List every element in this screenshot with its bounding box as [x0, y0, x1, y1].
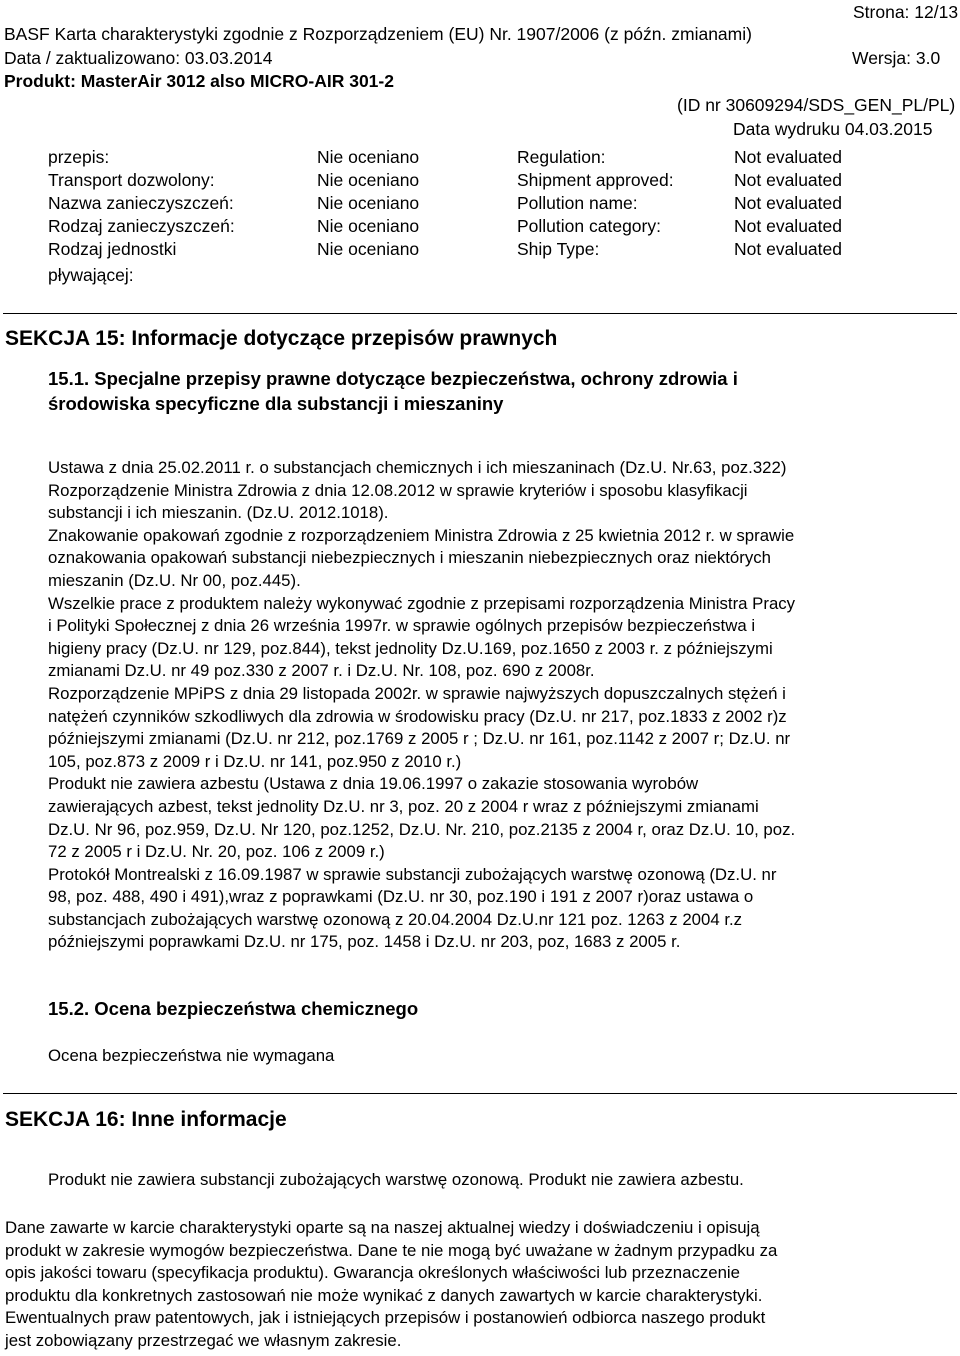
disclaimer [5, 1217, 777, 1353]
disclaimer-line: jest zobowiązany przestrzegać we własnym zakresie. [5, 1330, 402, 1350]
label-en: Pollution name: [517, 193, 638, 213]
list-item: Wszelkie prace z produktem należy wykonywać zgodnie z przepisami rozporządzenia Ministra Pracy [48, 593, 796, 613]
disclaimer-line: Dane zawarte w karcie charakterystyki oparte są na naszej aktualnej wiedzy i doświadczeniu i opisują [5, 1218, 760, 1237]
safety-assessment-text: Ocena bezpieczeństwa nie wymagana [48, 1046, 335, 1065]
list-item: Znakowanie opakowań zgodnie z rozporządzeniem Ministra Zdrowia z 25 kwietnia 2012 r. w sprawie [48, 525, 795, 545]
list-item: Protokół Montrealski z 16.09.1987 w sprawie substancji zubożających warstwę ozonową (Dz.U. nr [48, 864, 777, 884]
disclaimer-line: opis jakości towaru (specyfikacja produktu). Gwarancja określonych właściwości lub przeznaczenie [5, 1263, 740, 1283]
label-pl: Rodzaj zanieczyszczeń: [48, 216, 235, 236]
label-en: Regulation: [517, 147, 606, 167]
label-pl: Rodzaj jednostki [48, 239, 177, 259]
list-item: Ustawa z dnia 25.02.2011 r. o substancjach chemicznych i ich mieszaninach (Dz.U. Nr.63, poz.322) [48, 458, 787, 477]
label-en: Ship Type: [517, 239, 600, 259]
label-pl-continuation: pływającej: [48, 265, 134, 285]
list-item: substancjach zubożających warstwę ozonową z 20.04.2004 Dz.U.nr 121 poz. 1263 z 2004 r.z [48, 909, 743, 929]
list-item: mieszanin (Dz.U. Nr 00, poz.445). [48, 570, 301, 590]
disclaimer-line: produkt w zakresie wymogów bezpieczeństwa. Dane te nie mogą być uważane w żadnym przypadku za [5, 1240, 778, 1260]
section-15-title: SEKCJA 15: Informacje dotyczące przepisów prawnych [5, 327, 558, 350]
page-number: Strona: 12/13 [853, 2, 959, 22]
subsection-15-1-title-cont: środowiska specyficzne dla substancji i mieszaniny [48, 393, 504, 414]
list-item: natężeń czynników szkodliwych dla zdrowia w środowisku pracy (Dz.U. nr 217, poz.1833 z 2002 r)z [48, 706, 787, 726]
ozone-asbestos-statement: Produkt nie zawiera substancji zubożających warstwę ozonową. Produkt nie zawiera azbestu. [48, 1170, 744, 1189]
list-item: zmianami Dz.U. nr 49 poz.330 z 2007 r. i Dz.U. Nr. 108, poz. 690 z 2008r. [48, 661, 595, 681]
value-en: Not evaluated [734, 216, 842, 236]
list-item: higieny pracy (Dz.U. nr 129, poz.844), tekst jednolity Dz.U.169, poz.1650 z 2003 r. z późniejszymi [48, 638, 773, 658]
print-date: Data wydruku 04.03.2015 [733, 119, 933, 139]
list-item: oznakowania opakowań substancji niebezpiecznych i mieszanin niebezpiecznych oraz niektórych [48, 548, 771, 568]
label-en: Shipment approved: [517, 170, 674, 190]
label-pl: Transport dozwolony: [48, 170, 215, 190]
value-pl: Nie oceniano [317, 170, 420, 190]
list-item: substancji i ich mieszanin. (Dz.U. 2012.1018). [48, 503, 389, 523]
version-label: Wersja: 3.0 [852, 48, 941, 68]
value-en: Not evaluated [734, 147, 842, 167]
label-pl: Nazwa zanieczyszczeń: [48, 193, 234, 213]
list-item: zawierających azbest, tekst jednolity Dz.U. nr 3, poz. 20 z 2004 r wraz z późniejszymi zmianami [48, 796, 759, 816]
label-pl: przepis: [48, 147, 110, 167]
section-16-title: SEKCJA 16: Inne informacje [5, 1108, 287, 1131]
list-item: i Polityki Społecznej z dnia 26 września 1997r. w sprawie ogólnych przepisów bezpieczeństwa i [48, 616, 756, 636]
value-en: Not evaluated [734, 239, 842, 259]
list-item: 105, poz.873 z 2009 r i Dz.U. nr 141, poz.950 z 2010 r.) [48, 751, 462, 771]
product-name: Produkt: MasterAir 3012 also MICRO-AIR 301-2 [4, 71, 394, 91]
label-en: Pollution category: [517, 216, 661, 236]
disclaimer-line: produktu dla konkretnych zastosowań nie może wynikać z danych zawartych w karcie charakterystyki. [5, 1285, 763, 1305]
subsection-15-2-title: 15.2. Ocena bezpieczeństwa chemicznego [48, 998, 419, 1019]
list-item: 98, poz. 488, 490 i 491),wraz z poprawkami (Dz.U. nr 30, poz.190 i 191 z 2007 r)oraz ustawa o [48, 887, 754, 907]
list-item: Dz.U. Nr 96, poz.959, Dz.U. Nr 120, poz.1252, Dz.U. Nr. 210, poz.2135 z 2004 r, oraz Dz.U. 10, poz. [48, 819, 796, 839]
document-id: (ID nr 30609294/SDS_GEN_PL/PL) [677, 95, 956, 115]
list-item: Produkt nie zawiera azbestu (Ustawa z dnia 19.06.1997 o zakazie stosowania wyrobów [48, 774, 699, 794]
revision-date: Data / zaktualizowano: 03.03.2014 [4, 48, 273, 68]
list-item: późniejszymi zmianami (Dz.U. nr 212, poz.1769 z 2005 r ; Dz.U. nr 161, poz.1142 z 2007 r; Dz.U. nr [48, 729, 791, 749]
value-en: Not evaluated [734, 193, 842, 213]
document-title: BASF Karta charakterystyki zgodnie z Rozporządzeniem (EU) Nr. 1907/2006 (z późn. zmianami) [4, 24, 752, 44]
list-item: 72 z 2005 r i Dz.U. Nr. 20, poz. 106 z 2009 r.) [48, 842, 385, 862]
section-divider [3, 1093, 957, 1094]
section-divider [3, 313, 957, 314]
list-item: Rozporządzenie MPiPS z dnia 29 listopada 2002r. w sprawie najwyższych dopuszczalnych stężeń i [48, 683, 786, 703]
value-pl: Nie oceniano [317, 216, 420, 236]
list-item: późniejszymi poprawkami Dz.U. nr 175, poz. 1458 i Dz.U. nr 203, poz, 1683 z 2005 r. [48, 932, 681, 952]
value-pl: Nie oceniano [317, 147, 420, 167]
regulations-list [48, 457, 795, 954]
disclaimer-line: Ewentualnych praw patentowych, jak i istniejących przepisów i postanowień odbiorca naszego produkt [5, 1308, 766, 1328]
value-pl: Nie oceniano [317, 193, 420, 213]
list-item: Rozporządzenie Ministra Zdrowia z dnia 12.08.2012 w sprawie kryteriów i sposobu klasyfikacji [48, 480, 748, 500]
value-pl: Nie oceniano [317, 239, 420, 259]
subsection-15-1-title: 15.1. Specjalne przepisy prawne dotyczące bezpieczeństwa, ochrony zdrowia i [48, 368, 738, 389]
value-en: Not evaluated [734, 170, 842, 190]
